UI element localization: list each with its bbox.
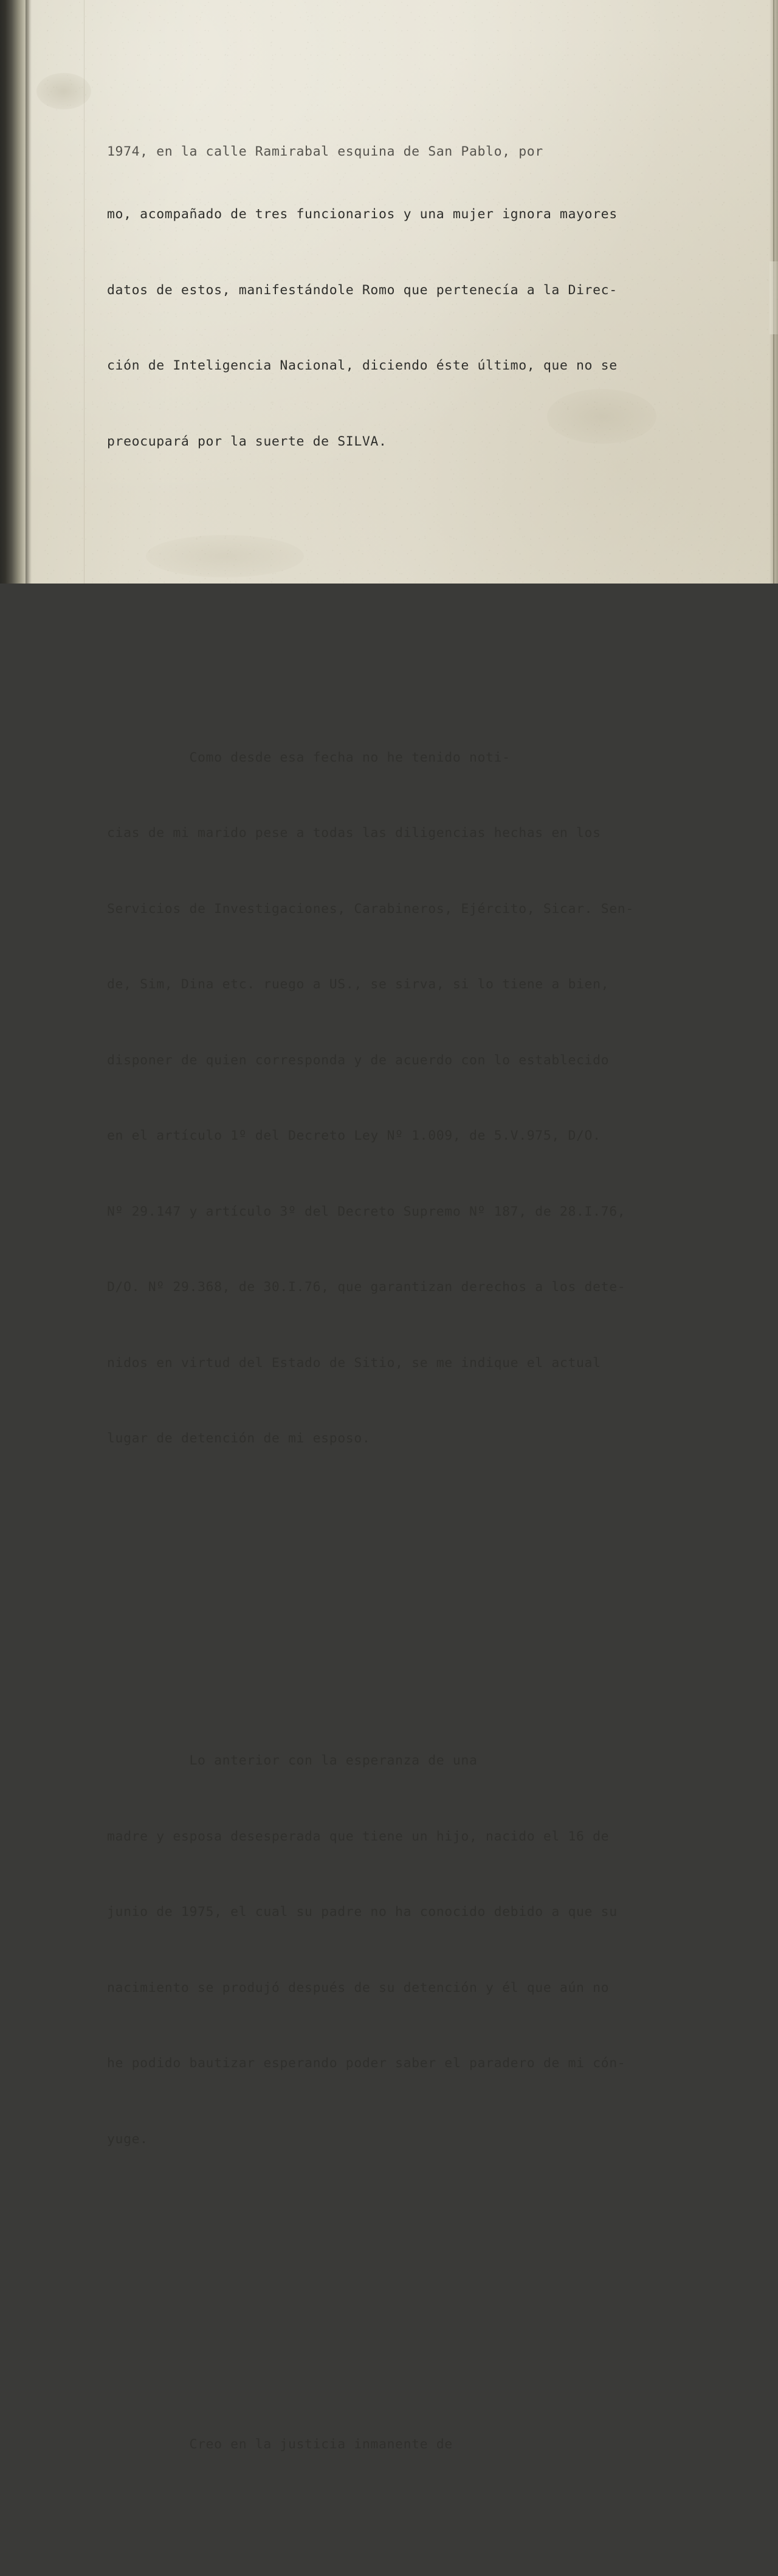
paragraph [107, 1698, 754, 2202]
text-line: Creo en la justicia inmanente de [107, 2436, 453, 2452]
paper-blotch [36, 73, 91, 109]
text-line: yuge. [107, 2131, 148, 2147]
paragraph [107, 2381, 754, 2501]
text-line: nidos en virtud del Estado de Sitio, se me indique el actual [107, 1355, 601, 1371]
text-line: madre y esposa desesperada que tiene un hijo, nacido el 16 de [107, 1828, 610, 1844]
text-line: Como desde esa fecha no he tenido noti- [107, 749, 511, 765]
text-line: mo, acompañado de tres funcionarios y una mujer ignora mayores [107, 207, 618, 222]
text-line: nacimiento se produjó después de su detención y él que aún no [107, 1980, 610, 1996]
paragraph [107, 101, 754, 505]
gutter-shadow [26, 0, 32, 584]
paragraph-spacer [107, 580, 754, 594]
text-line: Lo anterior con la esperanza de una [107, 1753, 478, 1768]
text-line: 1974, en la calle Ramirabal esquina de San Pablo, por [107, 144, 543, 159]
text-line: preocupará por la suerte de SILVA. [107, 433, 387, 449]
paragraph [107, 695, 754, 1502]
text-line: cias de mi marido pese a todas las diligencias hechas en los [107, 825, 601, 841]
text-line: junio de 1975, el cual su padre no ha conocido debido a que su [107, 1904, 618, 1920]
page-right-edge-gap [769, 261, 778, 334]
paragraph-spacer [107, 2278, 754, 2281]
text-line: Nº 29.147 y artículo 3º del Decreto Supremo Nº 187, de 28.I.76, [107, 1204, 626, 1219]
text-line: D/O. Nº 29.368, de 30.I.76, que garantizan derechos a los dete- [107, 1279, 626, 1295]
text-line: Servicios de Investigaciones, Carabineros, Ejército, Sicar. Sen- [107, 901, 634, 917]
text-line: disponer de quien corresponda y de acuerdo con lo establecido [107, 1052, 610, 1068]
text-line: he podido bautizar esperando poder saber el paradero de mi cón- [107, 2056, 626, 2071]
text-line: de, Sim, Dina etc. ruego a US., se sirva, si lo tiene a bien, [107, 977, 610, 992]
book-binding-gutter [0, 0, 29, 584]
text-line: en el artículo 1º del Decreto Ley Nº 1.009, de 5.V.975, D/O. [107, 1128, 601, 1143]
text-line: lugar de detención de mi esposo. [107, 1431, 371, 1446]
text-line: datos de estos, manifestándole Romo que pertenecía a la Direc- [107, 282, 618, 298]
paragraph-spacer [107, 1577, 754, 1597]
text-line: ción de Inteligencia Nacional, diciendo éste último, que no se [107, 358, 618, 373]
document-body-text [107, 0, 754, 2576]
